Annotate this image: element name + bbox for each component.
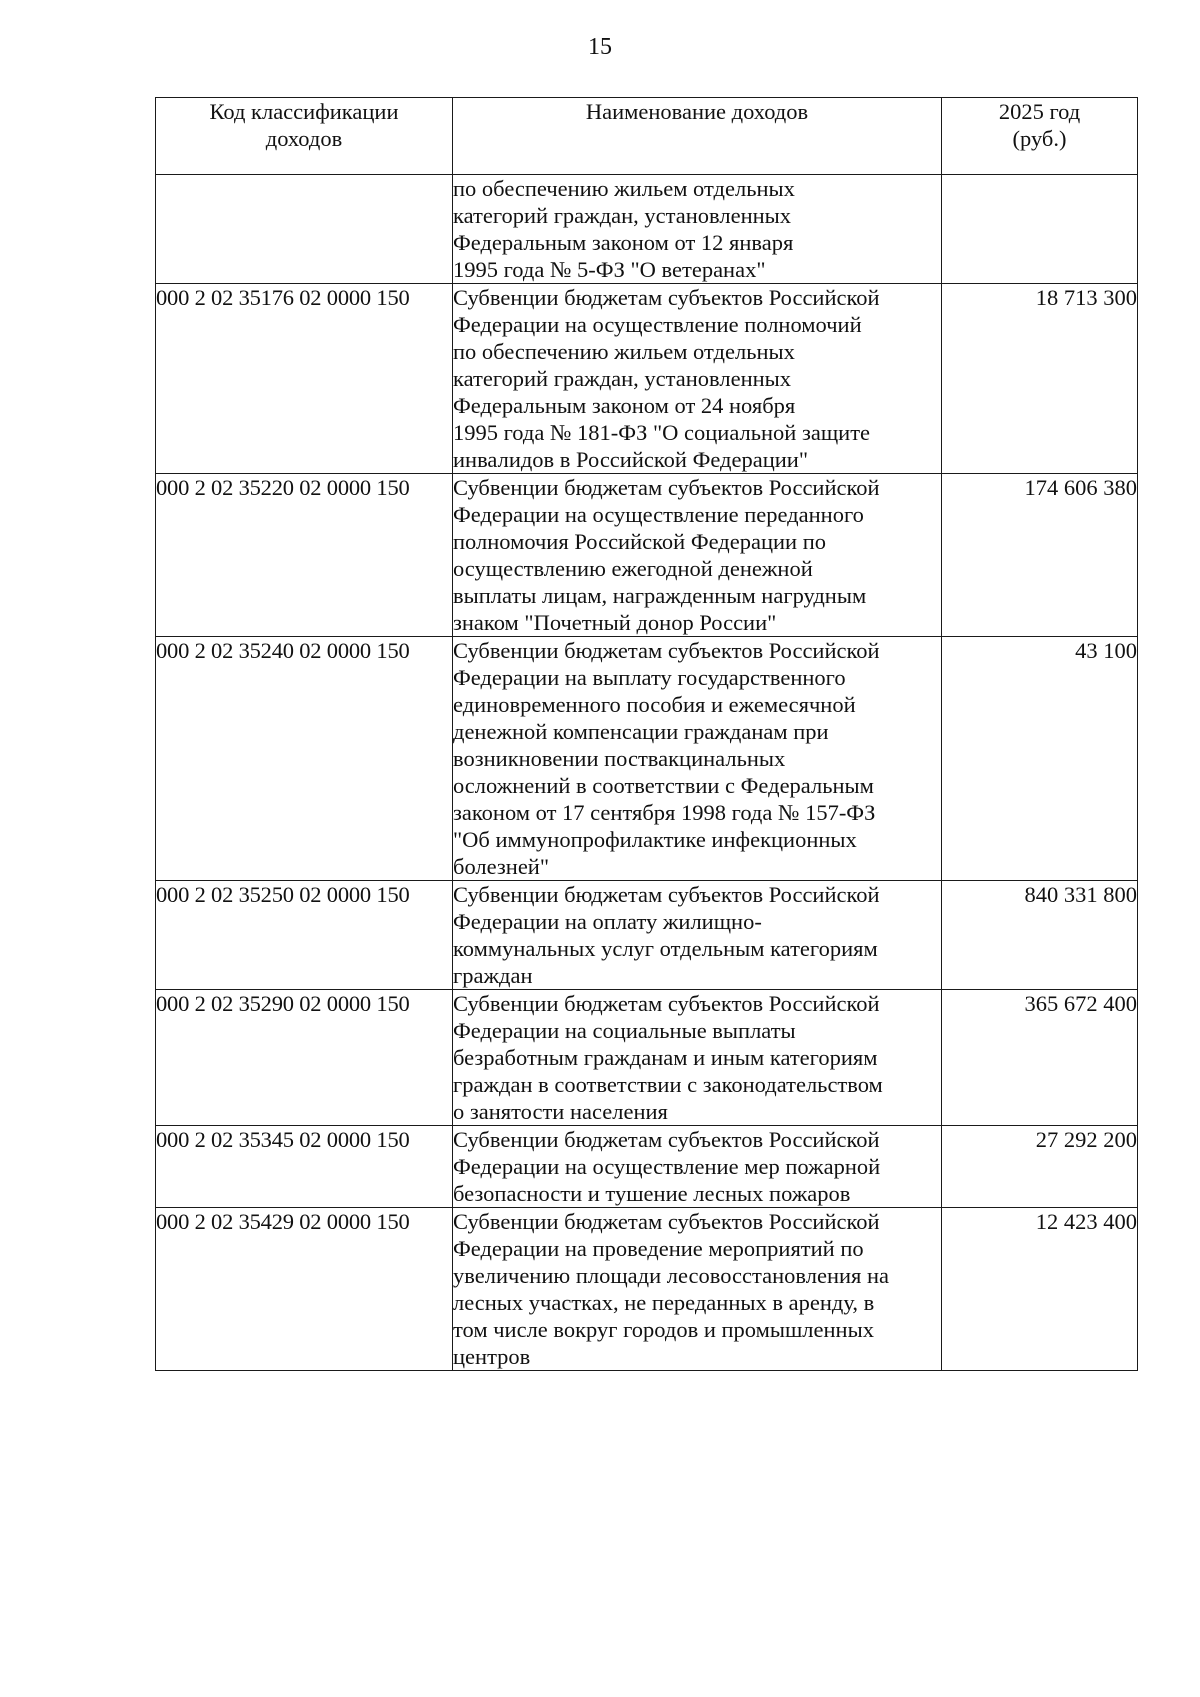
income-name-line: граждан в соответствии с законодательством	[453, 1072, 883, 1097]
income-name-line: Субвенции бюджетам субъектов Российской	[453, 991, 880, 1016]
income-name-line: Федеральным законом от 24 ноября	[453, 393, 796, 418]
table-row	[156, 881, 1138, 990]
income-name	[453, 1126, 942, 1208]
income-code	[156, 175, 453, 284]
table-body	[156, 175, 1138, 1371]
income-name-line: коммунальных услуг отдельным категориям	[453, 936, 878, 961]
income-name-line: безопасности и тушение лесных пожаров	[453, 1181, 851, 1206]
income-amount: 18 713 300	[942, 284, 1138, 474]
income-name-line: центров	[453, 1344, 531, 1369]
income-table	[155, 97, 1138, 1371]
table-row	[156, 1126, 1138, 1208]
income-name-line: осложнений в соответствии с Федеральным	[453, 773, 874, 798]
table-row	[156, 1208, 1138, 1371]
income-name-line: безработным гражданам и иным категориям	[453, 1045, 878, 1070]
header-amount-line: (руб.)	[1012, 126, 1067, 151]
income-name-line: граждан	[453, 963, 533, 988]
income-name-line: Федеральным законом от 12 января	[453, 230, 794, 255]
income-name-line: 1995 года № 181-ФЗ "О социальной защите	[453, 420, 871, 445]
income-name-line: выплаты лицам, награжденным нагрудным	[453, 583, 867, 608]
income-name-line: осуществлению ежегодной денежной	[453, 556, 813, 581]
income-name-line: полномочия Российской Федерации по	[453, 529, 827, 554]
income-name	[453, 1208, 942, 1371]
header-code	[156, 98, 453, 175]
income-amount: 840 331 800	[942, 881, 1138, 990]
income-name-line: "Об иммунопрофилактике инфекционных	[453, 827, 857, 852]
income-amount: 12 423 400	[942, 1208, 1138, 1371]
income-name	[453, 637, 942, 881]
income-name	[453, 175, 942, 284]
income-amount: 43 100	[942, 637, 1138, 881]
income-name-line: инвалидов в Российской Федерации"	[453, 447, 809, 472]
income-name-line: Субвенции бюджетам субъектов Российской	[453, 285, 880, 310]
income-name-line: Федерации на осуществление переданного	[453, 502, 864, 527]
income-name	[453, 474, 942, 637]
table-row	[156, 284, 1138, 474]
income-name-line: знаком "Почетный донор России"	[453, 610, 777, 635]
income-name-line: Субвенции бюджетам субъектов Российской	[453, 1127, 880, 1152]
income-amount	[942, 175, 1138, 284]
income-amount: 174 606 380	[942, 474, 1138, 637]
income-name-line: Федерации на осуществление мер пожарной	[453, 1154, 881, 1179]
income-code: 000 2 02 35429 02 0000 150	[156, 1208, 453, 1371]
income-name-line: по обеспечению жильем отдельных	[453, 339, 795, 364]
income-name-line: возникновении поствакцинальных	[453, 746, 786, 771]
table-header-row	[156, 98, 1138, 175]
income-name-line: Федерации на осуществление полномочий	[453, 312, 862, 337]
page-number: 15	[588, 34, 612, 60]
income-code: 000 2 02 35220 02 0000 150	[156, 474, 453, 637]
income-name-line: 1995 года № 5-ФЗ "О ветеранах"	[453, 257, 766, 282]
income-amount: 365 672 400	[942, 990, 1138, 1126]
income-code: 000 2 02 35345 02 0000 150	[156, 1126, 453, 1208]
income-name-line: денежной компенсации гражданам при	[453, 719, 829, 744]
income-amount: 27 292 200	[942, 1126, 1138, 1208]
income-code: 000 2 02 35240 02 0000 150	[156, 637, 453, 881]
table-row	[156, 990, 1138, 1126]
income-code: 000 2 02 35290 02 0000 150	[156, 990, 453, 1126]
income-name	[453, 284, 942, 474]
income-code: 000 2 02 35250 02 0000 150	[156, 881, 453, 990]
header-code-line: доходов	[265, 126, 343, 151]
income-name-line: о занятости населения	[453, 1099, 668, 1124]
income-name-line: Федерации на выплату государственного	[453, 665, 846, 690]
header-name	[453, 98, 942, 175]
income-code: 000 2 02 35176 02 0000 150	[156, 284, 453, 474]
income-name-line: лесных участках, не переданных в аренду, в	[453, 1290, 875, 1315]
header-code-line: Код классификации	[209, 99, 399, 124]
income-name-line: Субвенции бюджетам субъектов Российской	[453, 1209, 880, 1234]
income-name-line: категорий граждан, установленных	[453, 203, 792, 228]
income-name-line: по обеспечению жильем отдельных	[453, 176, 795, 201]
income-name-line: болезней"	[453, 854, 550, 879]
header-name-line: Наименование доходов	[585, 99, 809, 124]
table-row	[156, 175, 1138, 284]
income-name-line: увеличению площади лесовосстановления на	[453, 1263, 890, 1288]
income-name-line: Федерации на проведение мероприятий по	[453, 1236, 864, 1261]
income-name-line: законом от 17 сентября 1998 года № 157-ФЗ	[453, 800, 876, 825]
income-name-line: Субвенции бюджетам субъектов Российской	[453, 882, 880, 907]
table-row	[156, 637, 1138, 881]
header-amount	[942, 98, 1138, 175]
income-name	[453, 881, 942, 990]
table-row	[156, 474, 1138, 637]
income-name-line: Федерации на социальные выплаты	[453, 1018, 796, 1043]
header-amount-line: 2025 год	[998, 99, 1081, 124]
income-name	[453, 990, 942, 1126]
income-name-line: том числе вокруг городов и промышленных	[453, 1317, 874, 1342]
income-name-line: категорий граждан, установленных	[453, 366, 792, 391]
income-name-line: Федерации на оплату жилищно-	[453, 909, 762, 934]
income-name-line: единовременного пособия и ежемесячной	[453, 692, 856, 717]
income-name-line: Субвенции бюджетам субъектов Российской	[453, 475, 880, 500]
income-name-line: Субвенции бюджетам субъектов Российской	[453, 638, 880, 663]
